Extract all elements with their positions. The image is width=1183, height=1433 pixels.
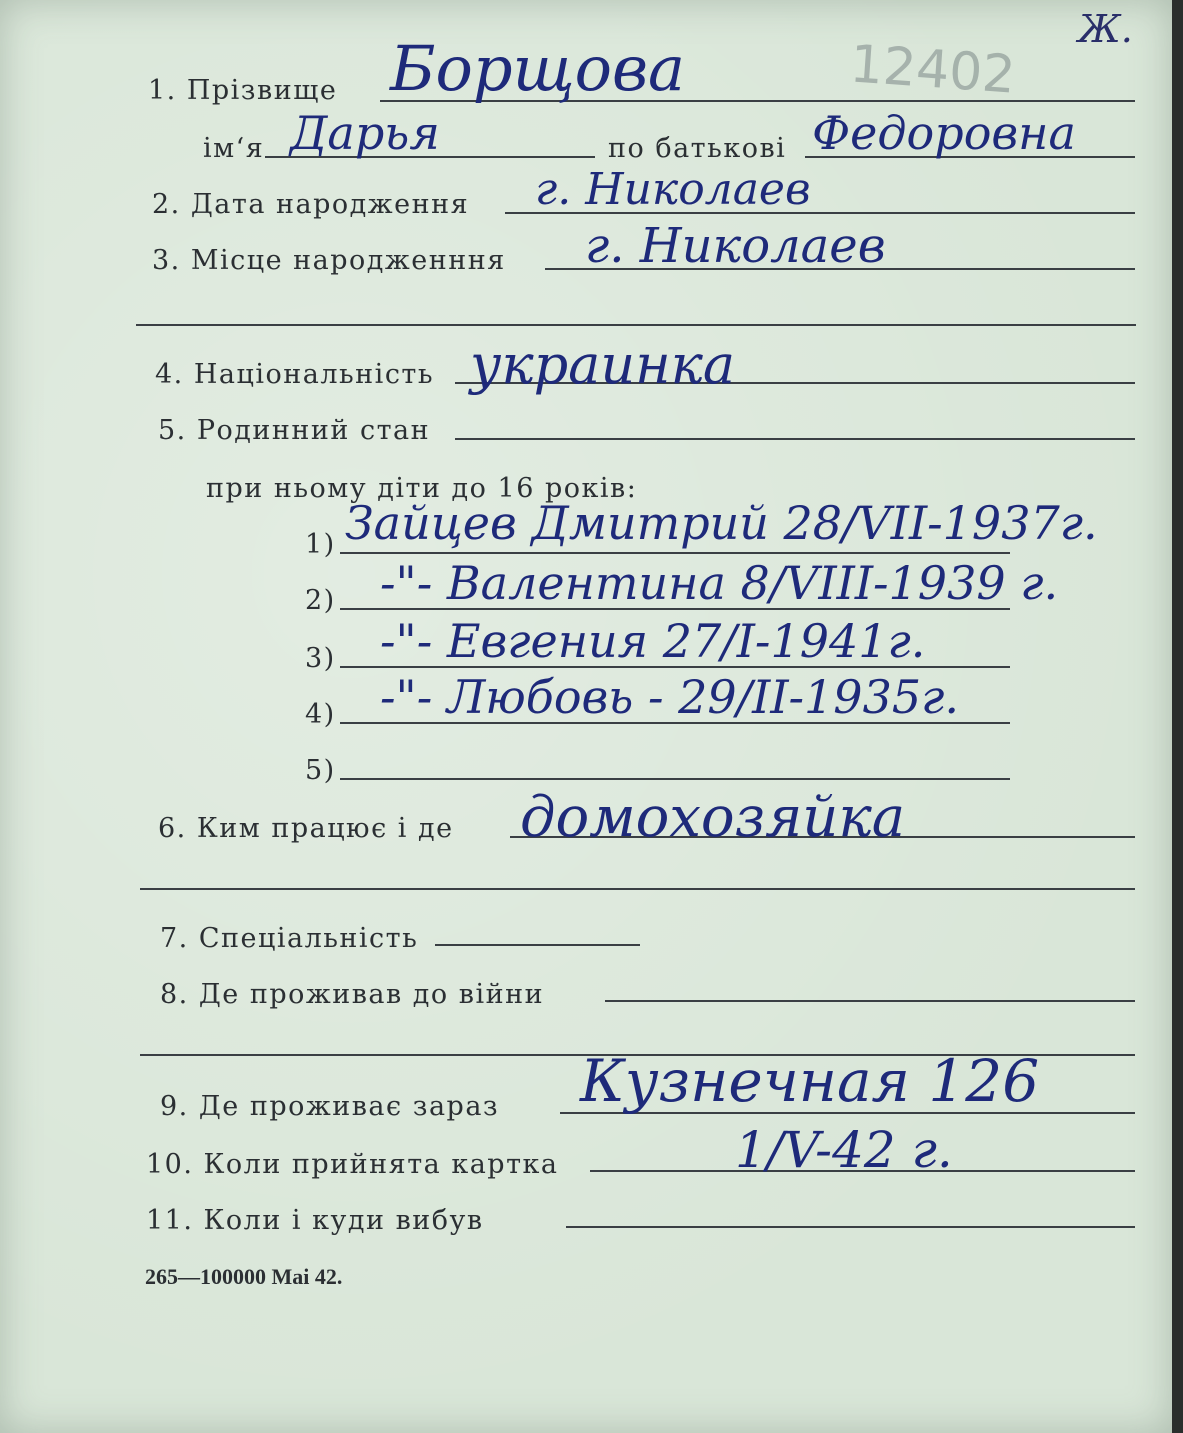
patronymic-label: по батькові [608,133,787,164]
birth-date-label: 2. Дата народження [152,189,470,220]
marital-status-line [455,438,1135,440]
occupation-label: 6. Ким працює і де [158,813,454,844]
child-4-value: -"- Любовь - 29/II-1935г. [380,670,959,724]
surname-value: Борщова [390,32,686,105]
child-5-number: 5) [305,755,336,786]
nationality-label: 4. Національність [155,359,435,390]
child-1-line [340,552,1010,554]
card-number-stamp: 12402 [848,34,1018,106]
prewar-residence-label: 8. Де проживав до війни [160,979,545,1010]
current-residence-value: Кузнечная 126 [580,1047,1040,1115]
first-name-value: Дарья [290,106,440,160]
child-2-value: -"- Валентина 8/VIII-1939 г. [380,556,1059,610]
prewar-residence-line [605,1000,1135,1002]
departure-line [566,1226,1135,1228]
child-5-line [340,778,1010,780]
birth-place-line-2 [136,324,1136,326]
card-accepted-value: 1/V-42 г. [735,1121,953,1179]
departure-label: 11. Коли і куди вибув [146,1205,484,1236]
children-label: при ньому діти до 16 років: [206,473,638,504]
print-footer: 265—100000 Mai 42. [145,1264,343,1289]
birth-place-label: 3. Місце народженння [152,245,506,276]
nationality-value: украинка [470,333,736,396]
corner-mark: Ж. [1078,7,1133,51]
speciality-line [435,944,640,946]
card-accepted-label: 10. Коли прийнята картка [146,1149,559,1180]
first-name-label: ім‘я [203,133,265,164]
scan-edge [1172,0,1183,1433]
speciality-label: 7. Спеціальність [160,923,419,954]
occupation-line-2 [140,888,1135,890]
current-residence-label: 9. Де проживає зараз [160,1091,500,1122]
occupation-value: домохозяйка [520,785,906,850]
marital-status-label: 5. Родинний стан [158,415,431,446]
child-3-value: -"- Евгения 27/I-1941г. [380,614,926,668]
child-2-number: 2) [305,585,336,616]
patronymic-value: Федоровна [812,106,1076,160]
child-1-value: Зайцев Дмитрий 28/VII-1937г. [345,496,1098,550]
child-1-number: 1) [305,529,336,560]
birth-date-value: г. Николаев [535,164,811,215]
birth-place-value: г. Николаев [585,218,886,274]
child-4-number: 4) [305,699,336,730]
child-3-number: 3) [305,643,336,674]
surname-label: 1. Прізвище [148,75,338,106]
